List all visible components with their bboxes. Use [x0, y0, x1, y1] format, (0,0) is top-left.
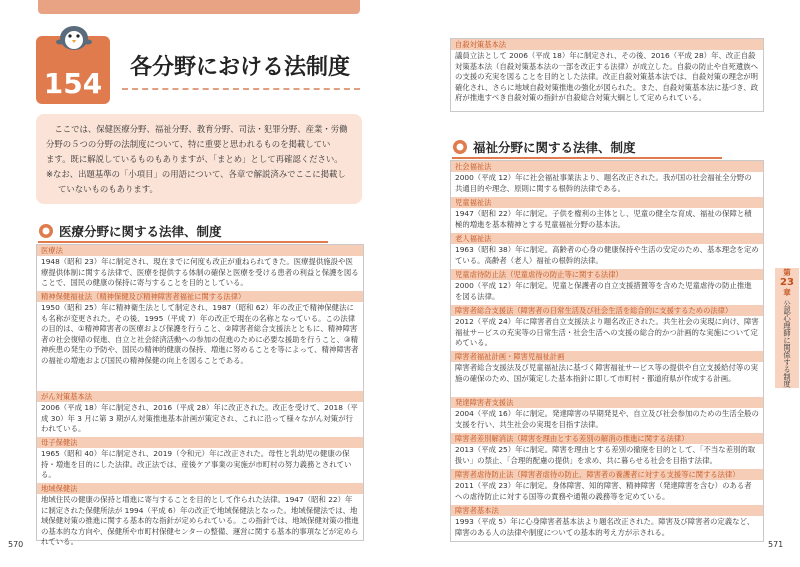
- chapter-title: 各分野における法制度: [122, 48, 360, 90]
- law-description: 2004（平成 16）年に制定。発達障害の早期発見や、自立及び社会参加のための生活全般の支援を行い、共生社会の実現を目指す法律。: [455, 409, 759, 429]
- law-category: 医療法: [37, 245, 363, 256]
- law-category: 児童福祉法: [451, 197, 763, 208]
- law-description: 議員立法として 2006（平成 18）年に制定され、その後、2016（平成 28）年、改正自殺対策基本法（自殺対策基本法の一部を改正する法律）が成立した。自殺の防止や自死遺族への支援の充実を図ることを目的とした法律。改正自殺対策基本法では、自殺対策の理念が明確化され、さらに地域自殺対策推進の強化が図られた。また、自殺対策基本法に基づき、政府が推進すべき自殺対策の指針が自殺総合対策大綱として定められている。: [455, 51, 759, 102]
- chapter-number-badge: 154: [36, 36, 110, 104]
- law-description: 1947（昭和 22）年に制定。子供を権利の主体とし、児童の健全な育成、福祉の保障と積極的増進を基本精神とする児童福祉分野の基本法。: [455, 209, 752, 229]
- law-description: 1965（昭和 40）年に制定され、2019（令和元）年に改正された。母性と乳幼児の健康の保持・増進を目的にした法律。改正法では、産後ケア事業の実施が市町村の努力義務とされている。: [41, 449, 352, 479]
- intro-note: ※なお、出題基準の「小項目」の用語について、各章で解説済みでここに掲載し: [46, 169, 346, 179]
- law-category: 障害者差別解消法（障害を理由とする差別の解消の推進に関する法律）: [451, 433, 763, 444]
- chapter-tab-dai: 第: [783, 268, 791, 277]
- law-category: 障害者基本法: [451, 505, 763, 516]
- law-category: 障害者福祉計画・障害児福祉計画: [451, 351, 763, 362]
- penguin-mascot-icon: [54, 18, 94, 50]
- page-number-right: 571: [768, 540, 784, 549]
- law-category: 障害者虐待防止法（障害者虐待の防止、障害者の養護者に対する支援等に関する法律）: [451, 469, 763, 480]
- law-category: 自殺対策基本法: [451, 39, 763, 50]
- law-description: 1950（昭和 25）年に精神衛生法として制定され、1987（昭和 62）年の改正で精神保健法にも名称が変更された。その後、1995（平成 7）年の改正で現在の名称となっている。この法律の目的は、①精神障害者の医療および保護を行うこと、②障害者総合支援法とともに、精神障害者の社会復帰の促進、自立と社会経済活動への参加の促進のために必要な援助を行うこと、③精神疾患の発生の予防や、国民の精神的健康の保持、増進に努めることを等によって、精神障害者の福祉の増進および国民の精神保健の向上を図ることである。: [41, 303, 359, 365]
- law-description: 2006（平成 18）年に制定され、2016（平成 28）年に改正された。改正を受けて、2018（平成 30）年 3 月に第 3 期がん対策推進基本計画が策定され、これに沿って様々ながん対策が行われている。: [41, 403, 358, 433]
- law-description: 障害者総合支援法及び児童福祉法に基づく障害福祉サービス等の提供や自立支援給付等の実施の確保のため、国が策定した基本指針に即して市町村・都道府県が作成する計画。: [455, 363, 759, 383]
- intro-line: ここでは、保健医療分野、福祉分野、教育分野、司法・犯罪分野、産業・労働: [54, 124, 348, 134]
- law-description: 1948（昭和 23）年に制定され、現在までに何度も改正が重ねられてきた。医療提供施設や医療提供体制に関する法律で、医療を提供する体制の確保と医療を受ける患者の利益と保護を図ることで、国民の健康の保持に寄与することを目的としている。: [41, 257, 359, 287]
- law-category: 地域保健法: [37, 483, 363, 494]
- law-category: がん対策基本法: [37, 391, 363, 402]
- medical-law-table: [36, 244, 364, 546]
- intro-line: ます。既に解説しているものもありますが、「まとめ」として再確認ください。: [46, 154, 343, 164]
- law-category: 児童虐待防止法（児童虐待の防止等に関する法律）: [451, 269, 763, 280]
- law-description: 2000（平成 12）年に社会福祉事業法より、題名改正された。我が国の社会福祉全分野の共通目的や理念、原則に関する根幹的法律である。: [455, 173, 752, 193]
- top-decor-band: [38, 0, 360, 14]
- intro-note: ていないものもあります。: [58, 184, 158, 194]
- chapter-tab-sho: 章: [783, 288, 791, 297]
- law-description: 地域住民の健康の保持と増進に寄与することを目的として作られた法律。1947（昭和 22）年に制定された保健所法が 1994（平成 6）年の改正で地域保健法となった。地域保健法では、地域保健対策の推進に関する基本的な指針が定められている。この指針では、地域保健対策の推進の基本的な方向や、保健所や市町村保健センターの整備、運営に関する基本的事項などが定められている。: [41, 495, 359, 546]
- section-bullet-icon: [452, 139, 468, 155]
- law-description: 2012（平成 24）年に障害者自立支援法より題名改正された。共生社会の実現に向け、障害福祉サービスの充実等の日常生活・社会生活への支援の総合的かつ計画的な実施について定めている。: [455, 317, 759, 347]
- law-category: 老人福祉法: [451, 233, 763, 244]
- law-description: 2011（平成 23）年に制定。身体障害、知的障害、精神障害（発達障害を含む）のある者への虐待防止に対する国等の責務や通報の義務等を定めている。: [455, 481, 752, 501]
- chapter-tab-number: 23: [780, 277, 794, 288]
- chapter-tab-name: 公認心理師に関係する制度: [783, 300, 792, 388]
- section-title: 福祉分野に関する法律、制度: [473, 140, 636, 155]
- page-number-left: 570: [8, 540, 24, 549]
- law-category: 精神保健福祉法（精神保健及び精神障害者福祉に関する法律）: [37, 291, 363, 302]
- chapter-tab-label: [775, 268, 799, 298]
- welfare-law-table: [450, 160, 764, 542]
- section-bullet-icon: [38, 223, 54, 239]
- law-category: 発達障害者支援法: [451, 397, 763, 408]
- law-category: 社会福祉法: [451, 161, 763, 172]
- law-category: 障害者総合支援法（障害者の日常生活及び社会生活を総合的に支援するための法律）: [451, 305, 763, 316]
- law-description: 2000（平成 12）年に制定。児童と保護者の自立支援措置等を含めた児童虐待の防止推進を図る法律。: [455, 281, 752, 301]
- law-description: 1993（平成 5）年に心身障害者基本法より題名改正された。障害及び障害者の定義など、障害のある人の法律や制度についての基本的考え方が示される。: [455, 517, 755, 537]
- suicide-law-table: [450, 38, 764, 112]
- intro-line: 分野の５つの分野の法制度について、特に重要と思われるものを掲載してい: [46, 139, 331, 149]
- section-heading-medical: [38, 222, 222, 240]
- intro-box: [36, 114, 362, 204]
- law-description: 2013（平成 25）年に制定。障害を理由とする差別の撤廃を目的として、「不当な差別的取扱い」の禁止、「合理的配慮の提供」を求め、共に暮らせる社会を目指す法律。: [455, 445, 756, 465]
- section-heading-welfare: [452, 138, 636, 156]
- law-category: 母子保健法: [37, 437, 363, 448]
- section-title: 医療分野に関する法律、制度: [59, 224, 222, 239]
- law-description: 1963（昭和 38）年に制定。高齢者の心身の健康保持や生活の安定のため、基本理念を定めている。高齢者（老人）福祉の根幹的法律。: [455, 245, 759, 265]
